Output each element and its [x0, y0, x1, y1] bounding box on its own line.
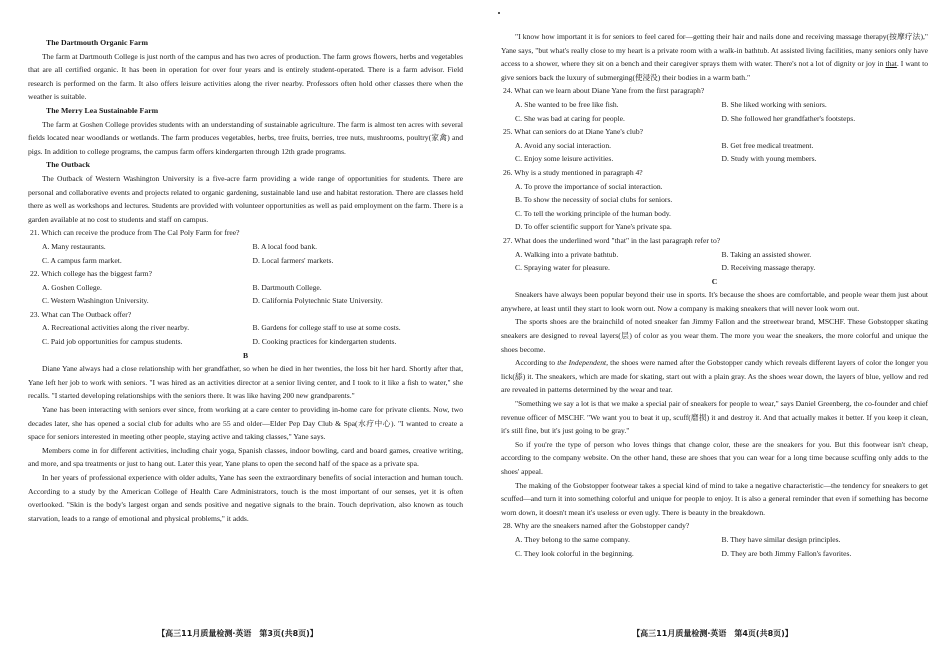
option-25d: D. Study with young members. [721, 154, 817, 164]
option-24a: A. She wanted to be free like fish. [515, 99, 619, 109]
option-22d: D. California Polytechnic State University. [252, 296, 383, 306]
question-24-options [515, 98, 928, 125]
option-27a: A. Walking into a private bathtub. [515, 249, 619, 259]
publication-name: the Independent [557, 358, 607, 368]
option-25c: C. Enjoy some leisure activities. [515, 154, 614, 164]
heading-outback: The Outback [46, 160, 90, 170]
option-26b: B. To show the necessity of social clubs for seniors. [515, 195, 673, 205]
passage-c-paragraph-1: Sneakers have always been popular beyond their use in sports. It's because the shoes are comfortable, and people wear them just about anywhere, at least until they start to look worn out. Now a company is making sneakers that will never look worn out. [501, 290, 928, 313]
option-21d: D. Local farmers' markets. [252, 255, 334, 265]
option-21c: C. A campus farm market. [42, 255, 122, 265]
question-22-options [42, 281, 463, 308]
option-22a: A. Goshen College. [42, 282, 102, 292]
passage-c-paragraph-6: The making of the Gobstopper footwear takes a special kind of mind to take a negative characteristic—the tendency for sneakers to get scuffed—and turn it into something colorful and unique for people to enjoy. It is also a general reminder that even if something has become worn down, it doesn't mean it's useless or even ugly. There is beauty in the breakdown. [501, 480, 928, 517]
option-24c: C. She was bad at caring for people. [515, 113, 625, 123]
option-27c: C. Spraying water for pleasure. [515, 263, 610, 273]
option-24b: B. She liked working with seniors. [721, 99, 827, 109]
question-27-options [515, 248, 928, 275]
question-28: 28. Why are the sneakers named after the Gobstopper candy? [503, 521, 690, 531]
question-27: 27. What does the underlined word "that" in the last paragraph refer to? [503, 235, 721, 245]
underlined-word-that: that [885, 59, 897, 69]
option-23b: B. Gardens for college staff to use at some costs. [252, 323, 401, 333]
question-21: 21. Which can receive the produce from The Cal Poly Farm for free? [30, 228, 240, 238]
passage-b-paragraph-4: In her years of professional experience with older adults, Yane has seen the extraordinary benefits of social interaction and human touch. According to a study by the American College of Health Care Administrators, touch is the most important of our senses, yet it is often overlooked. "Skin is the body's largest organ and sends positive and negative signals to the brain. Touch deprivation, also known as touch starvation, leads to a range of emotional and physical problems," it adds. [28, 473, 463, 523]
option-28d: D. They are both Jimmy Fallon's favorites. [721, 548, 852, 558]
option-23d: D. Cooking practices for kindergarten students. [252, 337, 397, 347]
option-26a: A. To prove the importance of social interaction. [515, 181, 663, 191]
option-28a: A. They belong to the same company. [515, 534, 630, 544]
option-22b: B. Dartmouth College. [252, 282, 322, 292]
option-27b: B. Taking an assisted shower. [721, 249, 812, 259]
paragraph-outback: The Outback of Western Washington University is a five-acre farm providing a wide range of opportunities for students. There are personal and collaborative events and projects related to organic gardening, sustainable land use and habitat restoration. There are classes held there as well as workshops and lectures. Students are provided with volunteer opportunities as well as paid employment on the farm. There is a garden available at no cost to students and staff on campus. [28, 173, 463, 224]
section-c-heading: C [711, 276, 718, 286]
passage-b-paragraph-1: Diane Yane always had a close relationship with her grandfather, so when he died in her twenties, the loss bit her hard. Shortly after that, Yane left her job to work with seniors. "I was hired as an activities director at a senior living center, and I took to it like a fish to water," she recalls. "I started developing relationships with the seniors there. It was like having 200 new grandparents." [28, 364, 463, 401]
passage-c-paragraph-2: The sports shoes are the brainchild of noted sneaker fan Jimmy Fallon and the streetwear brand, MSCHF. These Gobstopper skating sneakers are designed to reveal layers(层) of color as you wear them. The more you wear the sneakers, the more colorful and unique the shoes become. [501, 317, 928, 354]
question-23: 23. What can The Outback offer? [30, 309, 132, 319]
option-25b: B. Get free medical treatment. [721, 140, 814, 150]
option-26c: C. To tell the working principle of the human body. [515, 208, 671, 218]
passage-b-paragraph-3: Members come in for different activities, including chair yoga, Spanish classes, indoor bowling, card and board games, creative writing, and more, and spa treatments or just to hang out. Later this year, Yane plans to open the second half of the space as a private spa. [28, 445, 463, 469]
right-column [501, 30, 928, 560]
passage-b-paragraph-5 [501, 30, 928, 84]
option-21a: A. Many restaurants. [42, 241, 106, 251]
option-23c: C. Paid job opportunities for campus students. [42, 337, 183, 347]
option-22c: C. Western Washington University. [42, 296, 149, 306]
option-27d: D. Receiving massage therapy. [721, 263, 816, 273]
passage-c-paragraph-3 [501, 356, 928, 397]
option-23a: A. Recreational activities along the river nearby. [42, 323, 190, 333]
heading-dartmouth: The Dartmouth Organic Farm [46, 38, 148, 47]
passage-c-paragraph-5: So if you're the type of person who loves things that change color, these are the sneakers for you. But this footwear isn't cheap, according to the company website. On the other hand, these are shoes that you can wear for a long time because scuffing only adds to the shoes' appeal. [501, 439, 928, 476]
question-26: 26. Why is a study mentioned in paragraph 4? [503, 167, 643, 177]
option-21b: B. A local food bank. [252, 241, 318, 251]
paragraph-merry-lea: The farm at Goshen College provides students with an understanding of sustainable agriculture. The farm is almost ten acres with several fields located near woodlands or wetlands. The farm produces vegetables, herbs, tree fruits, berries, tree nuts, mushrooms, poultry(家禽) and pigs. In addition to college programs, the campus farm offers kindergarten through 12th grade programs. [28, 119, 463, 156]
question-22: 22. Which college has the biggest farm? [30, 269, 152, 279]
left-column [28, 36, 463, 525]
section-b-heading: B [242, 350, 249, 360]
option-25a: A. Avoid any social interaction. [515, 140, 612, 150]
question-25: 25. What can seniors do at Diane Yane's club? [503, 127, 643, 137]
passage-c-paragraph-3-start: According to [515, 358, 558, 368]
question-28-options [515, 533, 928, 560]
right-page [475, 0, 950, 671]
passage-b-paragraph-2: Yane has been interacting with seniors ever since, from working at a care center to providing in-home care for private clients. Now, two decades later, she has opened a social club for adults who are 55 and older—Elder Pep Day Club & Spa(水疗中心). "I wanted to create a space for seniors interested in meeting other people, staying active and taking classes," Yane says. [28, 405, 463, 442]
option-28c: C. They look colorful in the beginning. [515, 548, 634, 558]
question-21-options [42, 240, 463, 267]
paragraph-dartmouth: The farm at Dartmouth College is just north of the campus and has two acres of production. The farm grows flowers, herbs and vegetables that are all certified organic. It has been in operation for over four years and is entirely student-operated. There is a farm advisor. Field research is performed on the farm. It also offers leisure activities along the river nearby. Professors often hold other classes there when the weather is suitable. [28, 51, 463, 102]
question-23-options [42, 321, 463, 348]
page-footer-left: 【高三11月质量检测·英语 第3页(共8页)】 [157, 629, 318, 638]
option-24d: D. She followed her grandfather's footsteps. [721, 113, 856, 123]
question-24: 24. What can we learn about Diane Yane from the first paragraph? [503, 86, 705, 96]
question-26-options [515, 180, 928, 234]
passage-b-paragraph-5-start: "I know how important it is for seniors to feel cared for—getting their hair and nails done and receiving massage therapy(按摩疗法)," Yane says, "but what's really close to my heart is a private room with a walk-in bathtub. At assisted living facilities, many seniors only have access to a shower, where they sit on a bench and their caregiver sprays them with water. There's not a lot of dignity or joy in [501, 32, 928, 69]
passage-b-paragraph-5-end: . I want to give seniors back the luxury of submerging(使浸没) their bodies in a warm bath." [501, 59, 928, 82]
page-footer-right: 【高三11月质量检测·英语 第4页(共8页)】 [632, 629, 793, 638]
heading-merry-lea: The Merry Lea Sustainable Farm [46, 105, 159, 115]
passage-c-paragraph-4: "Something we say a lot is that we make a special pair of sneakers for people to wear," says Daniel Greenberg, the co-founder and chief revenue officer of MSCHF. "We want you to beat it up, scuff(磨损) it and destroy it. And that actually makes it better. If you keep it clean, it's still fine, but it's just going to be gray." [501, 399, 928, 436]
passage-c-paragraph-3-rest: , the shoes were named after the Gobstopper candy which reveals different layers of color the longer you lick(舔) it. The sneakers, which are made for skating, start out with a plain gray. As the shoes wear down, the layers of blue, yellow and red are revealed in patterns determined by the wear and tear. [501, 358, 928, 395]
option-28b: B. They have similar design principles. [721, 534, 841, 544]
question-25-options [515, 139, 928, 166]
option-26d: D. To offer scientific support for Yane's private spa. [515, 222, 672, 232]
